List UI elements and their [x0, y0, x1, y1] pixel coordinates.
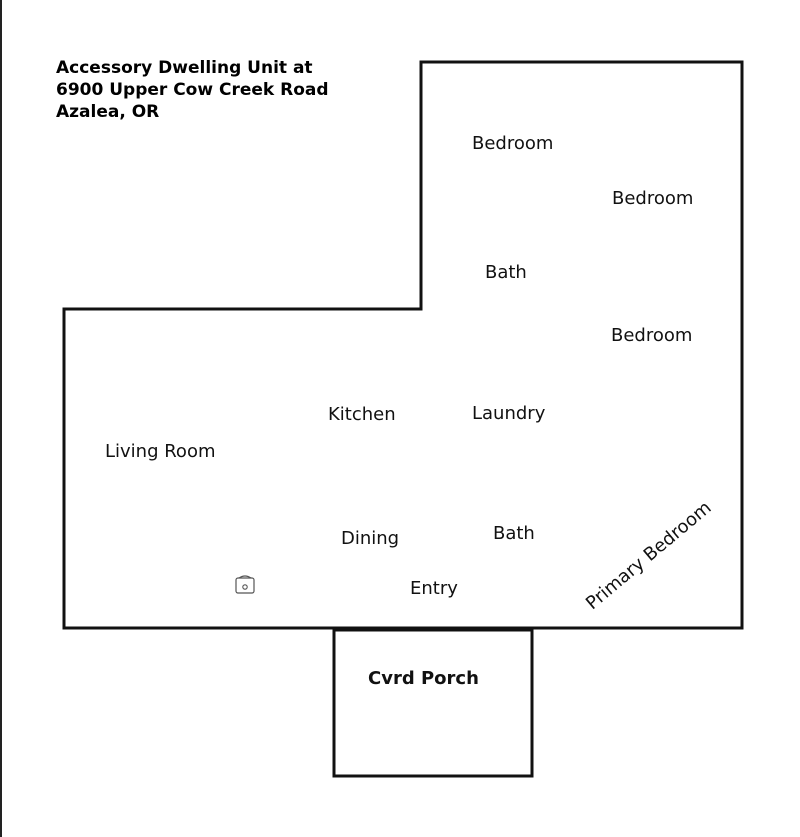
- room-label-living-room: Living Room: [105, 441, 216, 462]
- room-label-dining: Dining: [341, 528, 400, 549]
- room-label-primary-bedroom: Primary Bedroom: [582, 497, 716, 615]
- floor-plan-outline: [2, 0, 800, 837]
- plan-title: [56, 57, 329, 123]
- covered-porch-outline: [334, 630, 532, 776]
- title-line-1: Accessory Dwelling Unit at: [56, 58, 313, 78]
- room-label-covered-porch: Cvrd Porch: [368, 668, 479, 689]
- title-line-3: Azalea, OR: [56, 102, 160, 122]
- room-label-bath-lower: Bath: [493, 523, 535, 544]
- room-label-bedroom-right-middle: Bedroom: [611, 325, 693, 346]
- room-label-laundry: Laundry: [472, 403, 546, 424]
- room-label-bedroom-top: Bedroom: [472, 133, 554, 154]
- room-label-bath-upper: Bath: [485, 262, 527, 283]
- title-line-2: 6900 Upper Cow Creek Road: [56, 80, 329, 100]
- room-label-bedroom-right-upper: Bedroom: [612, 188, 694, 209]
- outlet-icon: [235, 575, 255, 594]
- room-label-kitchen: Kitchen: [328, 404, 396, 425]
- room-label-entry: Entry: [410, 578, 458, 599]
